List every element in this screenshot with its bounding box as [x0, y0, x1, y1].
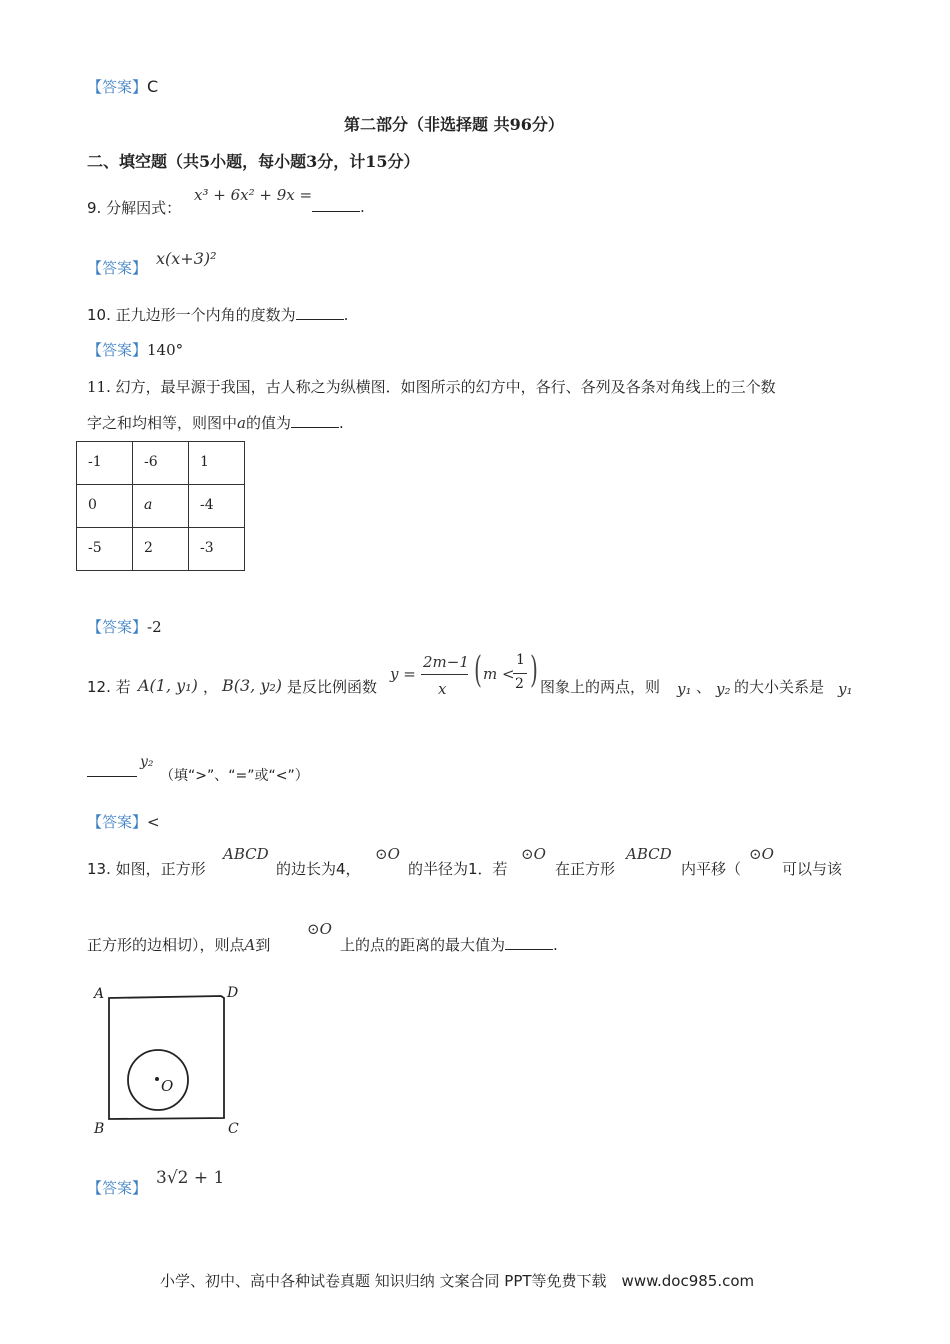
circle-o: ⊙O [749, 845, 774, 863]
page-footer: 小学、初中、高中各种试卷真题 知识归纳 文案合同 PPT等免费下载 www.doc985.com [160, 1272, 755, 1290]
period: . [338, 414, 344, 432]
center-point [155, 1077, 159, 1081]
function-numerator: 2m−1 [423, 653, 469, 671]
fraction-bar [421, 674, 468, 675]
square-circle-figure [85, 978, 255, 1138]
answer-tag: 【答案】 [87, 259, 148, 277]
question-9 [87, 197, 181, 218]
point-b: B(3, y₂) [222, 676, 283, 695]
function-lhs: y = [390, 665, 416, 683]
table-cell: 1 [189, 442, 245, 485]
question-number: 12. [87, 678, 111, 696]
answer-tag: 【答案】 [87, 341, 148, 359]
question-text: 到 [255, 936, 271, 954]
question-text: 正方形的边相切），则点 [87, 936, 245, 954]
square-shape [109, 996, 224, 1119]
q10-answer [87, 339, 183, 360]
question-number: 10. [87, 306, 111, 324]
label-a: A [94, 986, 105, 1002]
condition-lhs: m < [483, 665, 515, 683]
period: . [360, 198, 365, 216]
function-denominator: x [438, 680, 447, 698]
label-c: C [228, 1121, 239, 1137]
answer-tag: 【答案】 [87, 618, 148, 636]
answer-tag: 【答案】 [87, 78, 148, 96]
table-row [77, 528, 245, 571]
question-13-line-2-tail [340, 934, 558, 955]
table-row [77, 442, 245, 485]
q13-answer [87, 1177, 147, 1198]
table-cell: -1 [77, 442, 133, 485]
fraction-bar [513, 673, 527, 674]
answer-blank [291, 413, 339, 428]
table-cell: -3 [189, 528, 245, 571]
circle-o: ⊙O [375, 845, 400, 863]
answer-value: -2 [147, 618, 162, 636]
answer-blank [87, 762, 137, 781]
period: . [553, 936, 558, 954]
question-text: 的值为 [245, 414, 291, 432]
question-text: 上的点的距离的最大值为 [340, 936, 506, 954]
question-number: 11. [87, 378, 111, 396]
q9-answer [87, 257, 147, 278]
y1-label: y₁ [838, 680, 853, 698]
circle-o: ⊙O [307, 920, 332, 938]
answer-tag: 【答案】 [87, 1179, 148, 1197]
answer-tag: 【答案】 [87, 813, 148, 831]
comma: ， [203, 678, 219, 696]
question-text: 幻方，最早源于我国，古人称之为纵横图．如图所示的幻方中，各行、各列及各条对角线上的三个数 [115, 378, 776, 396]
q11-answer [87, 616, 162, 637]
question-13-line-1 [87, 858, 206, 879]
answer-value: < [147, 813, 160, 831]
question-text: 分解因式： [106, 199, 182, 217]
question-text: 正九边形一个内角的度数为 [115, 306, 296, 324]
table-cell: -6 [133, 442, 189, 485]
table-cell: 2 [133, 528, 189, 571]
answer-value: 140° [147, 341, 184, 359]
question-text: 是反比例函数 [287, 678, 378, 696]
q12-answer [87, 811, 160, 832]
part-two-title: 第二部分（非选择题 共96分） [344, 115, 564, 134]
question-text: 在正方形 [555, 860, 616, 878]
magic-square-table [76, 441, 245, 571]
variable-a: a [237, 414, 246, 432]
y2-label: y₂ [140, 754, 154, 770]
separator: 、 [696, 678, 712, 696]
point-a: A [244, 936, 256, 954]
square-abcd: ABCD [626, 845, 672, 863]
question-text: 的大小关系是 [734, 678, 825, 696]
q9-answer-value: x(x+3)² [156, 249, 217, 268]
left-paren: ( [474, 650, 482, 691]
q9-blank [312, 197, 365, 216]
question-11-line-2 [87, 412, 344, 433]
question-text: 的半径为1．若 [408, 860, 508, 878]
q8-answer [87, 76, 158, 97]
q9-expression: x³ + 6x² + 9x = [194, 186, 313, 204]
question-text: 可以与该 [782, 860, 843, 878]
label-d: D [227, 985, 239, 1001]
answer-blank [312, 197, 360, 212]
section-title: 二、填空题（共5小题，每小题3分，计15分） [87, 152, 420, 171]
answer-value: C [147, 77, 159, 96]
question-10 [87, 304, 348, 325]
right-paren: ) [530, 650, 538, 691]
question-hint: （填“>”、“=”或“<”） [160, 768, 309, 784]
answer-blank [296, 305, 344, 320]
question-13-line-2 [87, 934, 270, 955]
question-text: 若 [115, 678, 131, 696]
label-b: B [94, 1121, 105, 1137]
circle-o: ⊙O [521, 845, 546, 863]
question-12-number [87, 676, 131, 697]
condition-denominator: 2 [515, 676, 524, 692]
square-abcd: ABCD [223, 845, 269, 863]
label-o: O [161, 1077, 174, 1095]
period: . [343, 306, 349, 324]
question-number: 13. [87, 860, 111, 878]
answer-blank [505, 935, 553, 950]
question-text: 的边长为4， [276, 860, 361, 878]
question-text: 如图，正方形 [115, 860, 206, 878]
table-cell: -4 [189, 485, 245, 528]
condition-numerator: 1 [516, 652, 525, 668]
table-cell: a [133, 485, 189, 528]
question-text: 字之和均相等，则图中 [87, 414, 238, 432]
table-cell: -5 [77, 528, 133, 571]
table-row [77, 485, 245, 528]
y1-label: y₁ [677, 680, 692, 698]
question-11-line-1 [87, 376, 776, 397]
question-text: 图象上的两点，则 [540, 678, 661, 696]
table-cell: 0 [77, 485, 133, 528]
point-a: A(1, y₁) [138, 676, 198, 695]
question-text: 内平移（ [681, 860, 742, 878]
q13-answer-value: 3√2 + 1 [156, 1168, 225, 1188]
question-number: 9. [87, 199, 102, 217]
y2-label: y₂ [716, 680, 731, 698]
